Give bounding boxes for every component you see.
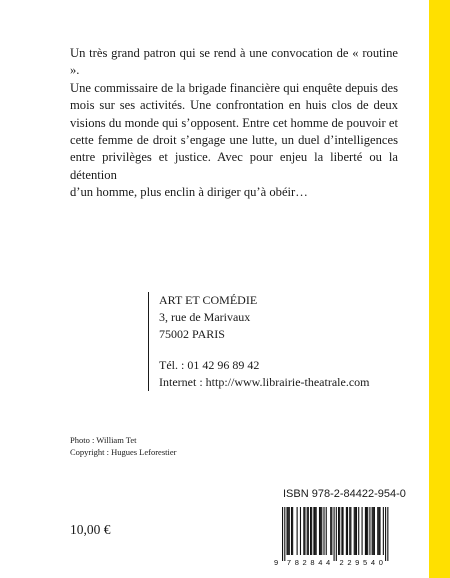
barcode-bar [334, 507, 335, 561]
publisher-website: Internet : http://www.librairie-theatrale.com [159, 375, 370, 389]
barcode-bar [326, 507, 327, 555]
barcode-bar [356, 507, 357, 555]
barcode-bar [373, 507, 374, 555]
barcode-bar [331, 507, 332, 555]
barcode-bar [372, 507, 373, 555]
barcode-bar [379, 507, 380, 555]
barcode-bar [300, 507, 301, 555]
barcode-bar [282, 507, 283, 561]
barcode-bar [341, 507, 342, 555]
barcode-bar [358, 507, 359, 555]
barcode-bar [314, 507, 315, 555]
barcode-bar [311, 507, 312, 555]
spacer [159, 343, 399, 357]
back-cover-blurb [70, 45, 398, 202]
barcode-bar [350, 507, 351, 555]
photo-credits [70, 434, 176, 458]
barcode-bar [310, 507, 311, 555]
barcode-bar [347, 507, 348, 555]
barcode-digit: 5 [363, 558, 368, 567]
barcode-bar [369, 507, 370, 555]
blurb-line: mois sur ses activités. Une confrontation en huis clos de deux [70, 98, 398, 113]
barcode-bar [321, 507, 322, 555]
barcode-digit: 4 [326, 558, 331, 567]
barcode-bar [291, 507, 292, 555]
barcode-digit: 4 [318, 558, 323, 567]
barcode [272, 505, 396, 567]
isbn-number: ISBN 978-2-84422-954-0 [283, 488, 406, 500]
blurb-line: Un très grand patron qui se rend à une convocation de « routine ». [70, 46, 398, 78]
barcode-bar [354, 507, 355, 555]
barcode-bar [307, 507, 308, 555]
copyright-credit: Copyright : Hugues Leforestier [70, 447, 177, 457]
publisher-name: ART ET COMÉDIE [159, 293, 258, 307]
blurb-line: visions du monde qui s’opposent. Entre cet homme de pouvoir et [70, 115, 398, 130]
barcode-digit: 2 [347, 558, 352, 567]
barcode-bar [367, 507, 368, 555]
barcode-bar [336, 507, 337, 561]
barcode-digit: 9 [355, 558, 360, 567]
publisher-address-block [148, 292, 399, 391]
barcode-bar [339, 507, 340, 555]
barcode-bar [304, 507, 305, 555]
barcode-digit: 4 [370, 558, 376, 567]
barcode-bar [286, 507, 287, 555]
barcode-bar [377, 507, 378, 555]
barcode-bar [362, 507, 363, 555]
blurb-line: entre privilèges et justice. Avec pour enjeu la liberté ou la détention [70, 150, 398, 182]
barcode-bar [313, 507, 314, 555]
barcode-bar [323, 507, 324, 555]
barcode-digit: 0 [378, 558, 383, 567]
price: 10,00 € [70, 522, 111, 537]
blurb-line: Une commissaire de la brigade financière qui enquête depuis des [70, 80, 398, 95]
barcode-bar [349, 507, 350, 555]
barcode-bar [297, 507, 298, 555]
barcode-digit: 8 [294, 558, 299, 567]
barcode-bar [288, 507, 289, 555]
barcode-bar [320, 507, 321, 555]
barcode-bar [308, 507, 309, 555]
publisher-city: 75002 PARIS [159, 327, 225, 341]
barcode-digit: 9 [274, 558, 279, 567]
barcode-bar [316, 507, 317, 555]
barcode-digit: 8 [310, 558, 315, 567]
barcode-bar [303, 507, 304, 555]
barcode-bar [292, 507, 293, 555]
blurb-line: cette femme de droit s’engage une lutte, un duel d’intelligences [70, 133, 398, 148]
barcode-bar [330, 507, 331, 555]
barcode-bar [319, 507, 320, 555]
yellow-edge-strip [429, 0, 450, 578]
blurb-line: d’un homme, plus enclin à diriger qu’à obéir… [70, 185, 308, 200]
barcode-bar [284, 507, 285, 561]
barcode-bar [374, 507, 375, 555]
barcode-digit: 2 [339, 558, 344, 567]
barcode-bar [365, 507, 366, 555]
barcode-bar [342, 507, 343, 555]
barcode-graphic [272, 505, 396, 567]
barcode-bar [383, 507, 384, 555]
barcode-digit: 7 [286, 558, 292, 567]
barcode-bar [355, 507, 356, 555]
barcode-digit: 2 [302, 558, 307, 567]
barcode-bar [366, 507, 367, 555]
barcode-bar [289, 507, 290, 555]
barcode-bar [378, 507, 379, 555]
barcode-bar [338, 507, 339, 555]
publisher-street: 3, rue de Marivaux [159, 310, 251, 324]
photo-credit: Photo : William Tet [70, 435, 137, 445]
barcode-bar [346, 507, 347, 555]
barcode-bar [387, 507, 388, 561]
barcode-bar [385, 507, 386, 561]
publisher-phone: Tél. : 01 42 96 89 42 [159, 358, 260, 372]
